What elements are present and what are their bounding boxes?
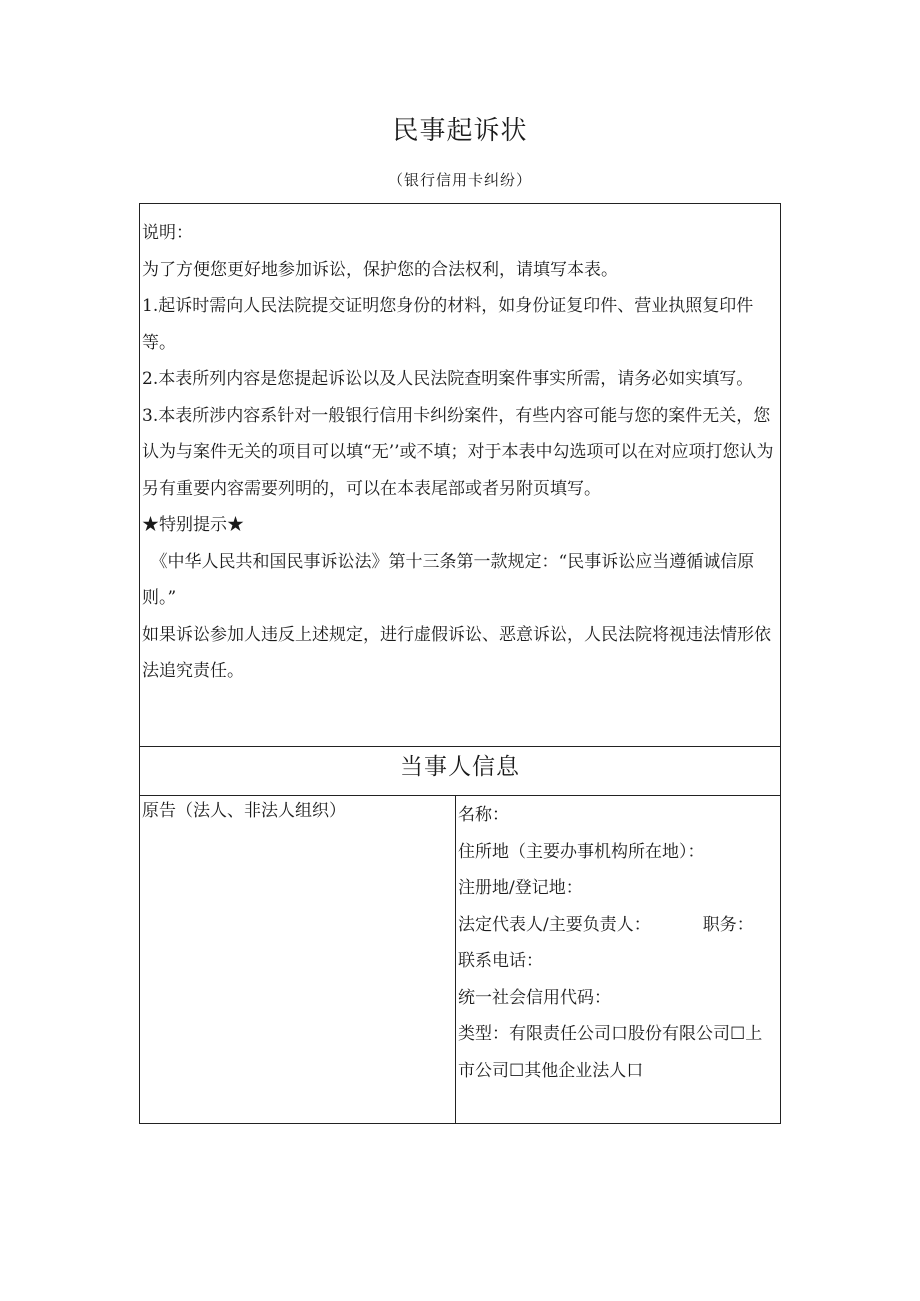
- complaint-form-table: [139, 203, 781, 1124]
- plaintiff-fields: [456, 796, 780, 1123]
- field-name[interactable]: 名称：: [458, 805, 509, 825]
- special-notice-law: 《中华人民共和国民事诉讼法》第十三条第一款规定：“民事诉讼应当遵循诚信原则。”: [142, 551, 755, 608]
- instructions-intro: 为了方便您更好地参加诉讼，保护您的合法权利，请填写本表。: [142, 259, 618, 280]
- special-notice-warning: 如果诉讼参加人违反上述规定，进行虚假诉讼、恶意诉讼，人民法院将视违法情形依法追究责任。: [142, 624, 771, 681]
- field-address[interactable]: 住所地（主要办事机构所在地）：: [458, 841, 705, 862]
- instructions-heading: 说明：: [142, 223, 193, 243]
- plaintiff-row: [140, 796, 780, 1123]
- page-title: 民事起诉状: [392, 116, 528, 146]
- party-info-header: 当事人信息: [140, 747, 780, 796]
- instructions-item-3: 3.本表所涉内容系针对一般银行信用卡纠纷案件，有些内容可能与您的案件无关，您认为与案件无关的项目可以填“无’’或不填；对于本表中勾选项可以在对应项打您认为另有重要内容需要列明的，可以在本表尾部或者另附页填写。: [142, 405, 774, 499]
- field-credit-code[interactable]: 统一社会信用代码：: [458, 987, 611, 1008]
- field-registered-place[interactable]: 注册地/登记地：: [458, 878, 583, 898]
- plaintiff-label: 原告（法人、非法人组织）: [140, 796, 456, 1123]
- field-legal-rep-and-position: [458, 907, 778, 944]
- field-company-type[interactable]: 类型：有限责任公司口股份有限公司☐上市公司☐其他企业法人口: [458, 1024, 763, 1081]
- page-subtitle: （银行信用卡纠纷）: [387, 171, 532, 189]
- special-notice-heading: ★特别提示★: [142, 515, 244, 535]
- instructions-box: [140, 204, 780, 747]
- field-position[interactable]: 职务：: [702, 914, 754, 935]
- instructions-item-1: 1.起诉时需向人民法院提交证明您身份的材料，如身份证复印件、营业执照复印件等。: [142, 296, 754, 353]
- field-phone[interactable]: 联系电话：: [458, 951, 543, 971]
- field-legal-rep[interactable]: 法定代表人/主要负责人：: [458, 914, 651, 935]
- instructions-item-2: 2.本表所列内容是您提起诉讼以及人民法院查明案件事实所需，请务必如实填写。: [142, 369, 754, 389]
